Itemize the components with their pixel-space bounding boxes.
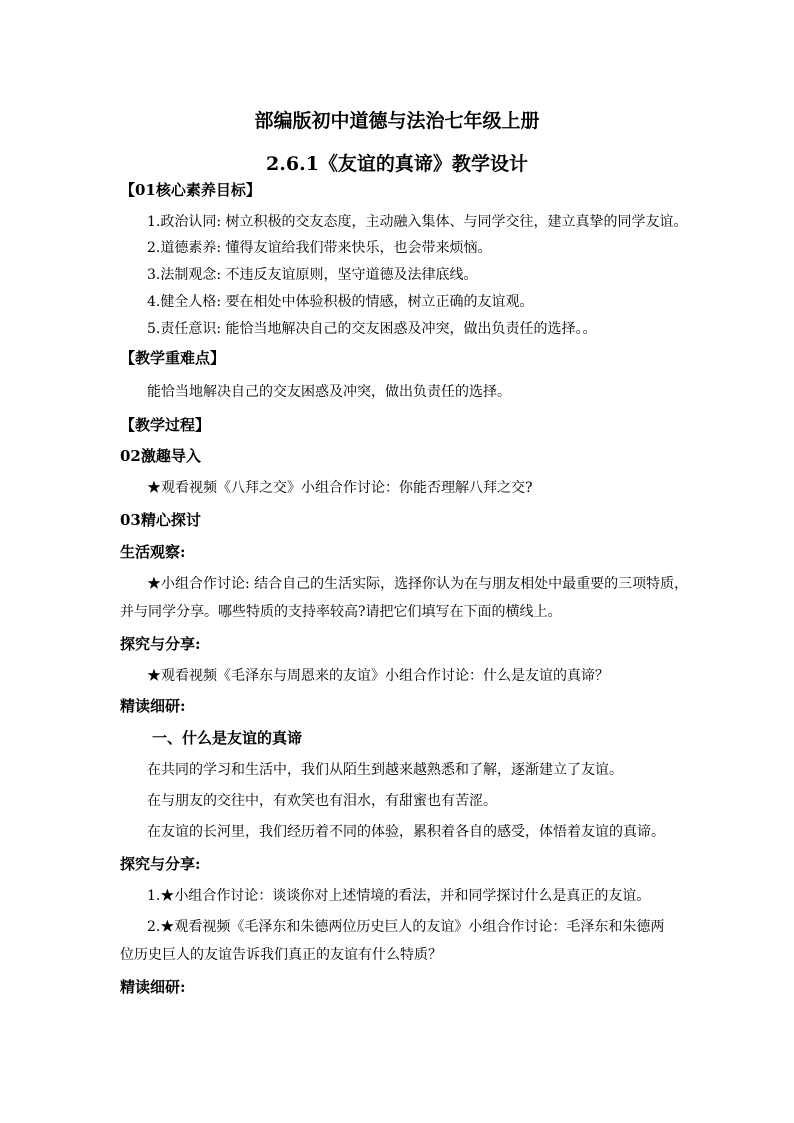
life-observation-heading: 生活观察: [120, 543, 186, 561]
intro-text: ★观看视频《八拜之交》小组合作讨论：你能否理解八拜之交? [147, 480, 533, 496]
share-item-1: 1.★小组合作讨论：谈谈你对上述情境的看法，并和同学探讨什么是真正的友谊。 [147, 888, 651, 904]
share-item-2-line-1: 2.★观看视频《毛泽东和朱德两位历史巨人的友谊》小组合作讨论：毛泽东和朱德两 [147, 919, 665, 935]
life-observation-line-1: ★小组合作讨论: 结合自己的生活实际，选择你认为在与朋友相处中最重要的三项特质， [147, 576, 689, 592]
intro-heading: 02激趣导入 [120, 447, 201, 465]
read-heading-1: 精读细研: [120, 697, 186, 715]
read-subheading-1: 一、什么是友谊的真谛 [152, 729, 303, 747]
goal-item-1: 1.政治认同: 树立积极的交友态度，主动融入集体、与同学交往，建立真挚的同学友谊。 [147, 214, 688, 230]
share-item-2-line-2: 位历史巨人的友谊告诉我们真正的友谊有什么特质？ [120, 947, 442, 963]
goal-item-5: 5.责任意识: 能恰当地解决自己的交友困惑及冲突，做出负责任的选择。。 [147, 321, 597, 337]
share-heading-2: 探究与分享: [120, 855, 201, 873]
read-paragraph-1: 在共同的学习和生活中，我们从陌生到越来越熟悉和了解，逐渐建立了友谊。 [147, 762, 623, 778]
document-title: 部编版初中道德与法治七年级上册 [254, 110, 540, 132]
goal-item-2: 2.道德素养: 懂得友谊给我们带来快乐，也会带来烦恼。 [147, 240, 492, 256]
goal-item-3: 3.法制观念: 不违反友谊原则，坚守道德及法律底线。 [147, 267, 478, 283]
process-heading: 【教学过程】 [120, 416, 211, 434]
key-points-heading: 【教学重难点】 [120, 349, 226, 367]
share-heading-1: 探究与分享: [120, 635, 201, 653]
explore-heading: 03精心探讨 [120, 511, 201, 529]
life-observation-line-2: 并与同学分享。哪些特质的支持率较高?请把它们填写在下面的横线上。 [120, 604, 562, 620]
read-heading-2: 精读细研: [120, 978, 186, 996]
goals-heading: 【01核心素养目标】 [120, 181, 261, 199]
document-subtitle: 2.6.1《友谊的真谛》教学设计 [266, 153, 528, 175]
share-text-1: ★观看视频《毛泽东与周恩来的友谊》小组合作讨论：什么是友谊的真谛？ [147, 668, 609, 684]
key-points-text: 能恰当地解决自己的交友困惑及冲突，做出负责任的选择。 [147, 384, 511, 400]
read-paragraph-2: 在与朋友的交往中，有欢笑也有泪水，有甜蜜也有苦涩。 [147, 793, 497, 809]
read-paragraph-3: 在友谊的长河里，我们经历着不同的体验，累积着各自的感受，体悟着友谊的真谛。 [147, 824, 665, 840]
goal-item-4: 4.健全人格: 要在相处中体验积极的情感，树立正确的友谊观。 [147, 294, 534, 310]
